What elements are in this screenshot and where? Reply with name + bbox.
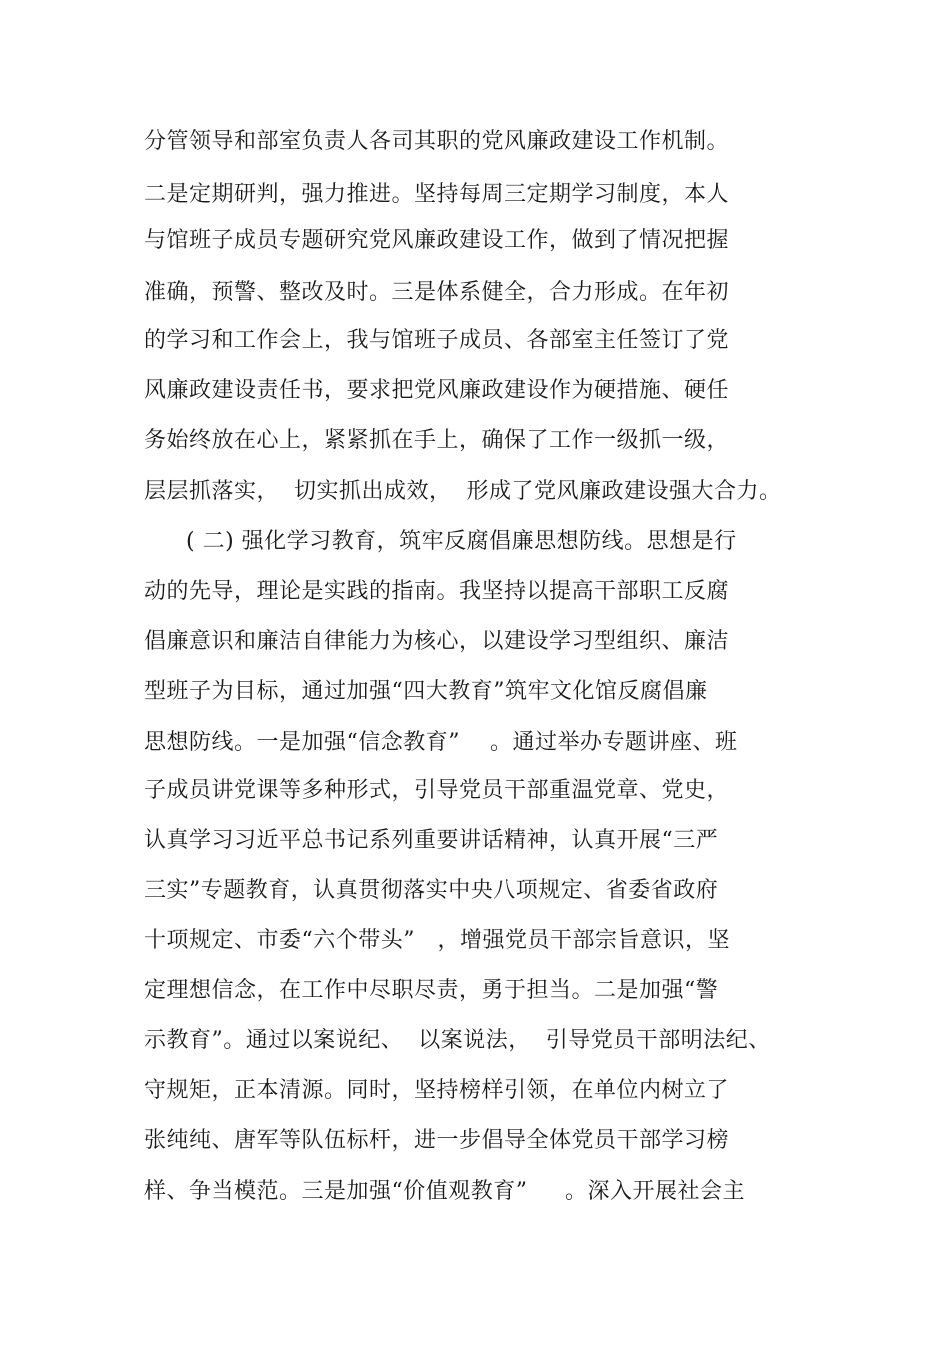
text-line: 示教育”。通过以案说纪、 以案说法， 引导党员干部明法纪、: [144, 1028, 771, 1053]
text-line: 子成员讲党课等多种形式，引导党员干部重温党章、党史，: [144, 778, 730, 803]
text-line: 张纯纯、唐军等队伍标杆，进一步倡导全体党员干部学习榜: [144, 1128, 730, 1153]
text-line: 动的先导，理论是实践的指南。我坚持以提高干部职工反腐: [144, 579, 730, 604]
text-line: 务始终放在心上，紧紧抓在手上，确保了工作一级抓一级，: [144, 428, 730, 453]
text-line: 十项规定、市委“六个带头” ，增强党员干部宗旨意识，坚: [144, 928, 730, 953]
section-heading-line: ( 二) 强化学习教育，筑牢反腐倡廉思想防线。思想是行: [186, 529, 737, 554]
text-line: 层层抓落实， 切实抓出成效， 形成了党风廉政建设强大合力。: [144, 479, 782, 504]
text-line: 认真学习习近平总书记系列重要讲话精神，认真开展“三严: [144, 828, 719, 853]
text-line: 守规矩，正本清源。同时，坚持榜样引领，在单位内树立了: [144, 1078, 730, 1103]
text-line: 倡廉意识和廉洁自律能力为核心，以建设学习型组织、廉洁: [144, 629, 730, 654]
text-line: 二是定期研判，强力推进。坚持每周三定期学习制度，本人: [144, 182, 730, 207]
text-line: 定理想信念，在工作中尽职尽责，勇于担当。二是加强“警: [144, 978, 719, 1003]
text-line: 三实”专题教育，认真贯彻落实中央八项规定、省委省政府: [144, 878, 719, 903]
text-line: 样、争当模范。三是加强“价值观教育” 。深入开展社会主: [144, 1179, 745, 1204]
text-line: 型班子为目标，通过加强“四大教育”筑牢文化馆反腐倡廉: [144, 679, 708, 704]
text-line: 分管领导和部室负责人各司其职的党风廉政建设工作机制。: [144, 129, 730, 154]
text-line: 风廉政建设责任书，要求把党风廉政建设作为硬措施、硬任: [144, 378, 730, 403]
text-line: 与馆班子成员专题研究党风廉政建设工作，做到了情况把握: [144, 228, 730, 253]
text-line: 思想防线。一是加强“信念教育” 。通过举办专题讲座、班: [144, 730, 738, 755]
text-line: 准确，预警、整改及时。三是体系健全，合力形成。在年初: [144, 280, 730, 305]
text-line: 的学习和工作会上，我与馆班子成员、各部室主任签订了党: [144, 328, 730, 353]
